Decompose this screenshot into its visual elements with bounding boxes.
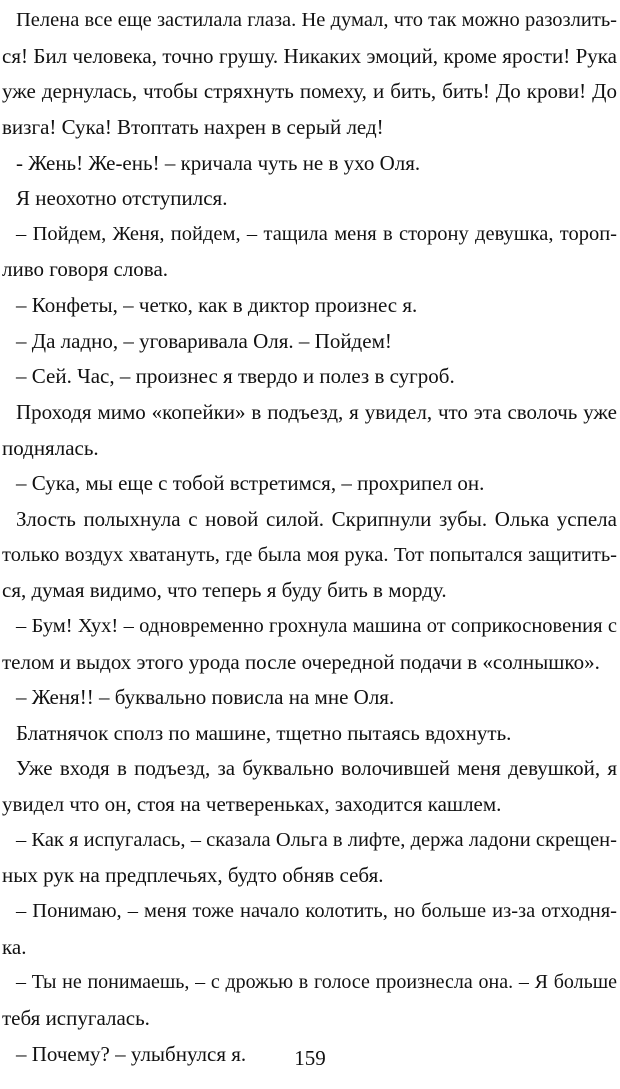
text-line: – Женя!! – буквально повисла на мне Оля.	[16, 685, 395, 710]
text-line: – Как я испугалась, – сказала Ольга в лифте, держа ладони скрещен-	[16, 828, 617, 851]
text-line: визга! Сука! Втоптать нахрен в серый лед!	[2, 114, 384, 139]
text-line: – Пойдем, Женя, пойдем, – тащила меня в сторону девушка, тороп-	[16, 222, 617, 245]
text-line: телом и выдох этого урода после очередной подачи в «солнышко».	[2, 649, 600, 674]
text-line: Проходя мимо «копейки» в подъезд, я увидел, что эта сволочь уже	[16, 400, 617, 425]
text-line: уже дернулась, чтобы стряхнуть помеху, и бить, бить! До крови! До	[2, 79, 617, 104]
text-line: – Конфеты, – четко, как в диктор произнес я.	[16, 293, 418, 318]
text-line: – Да ладно, – уговаривала Оля. – Пойдем!	[16, 328, 392, 353]
text-line: – Сей. Час, – произнес я твердо и полез в сугроб.	[16, 364, 455, 389]
text-line: тебя испугалась.	[2, 1005, 150, 1030]
text-line: Злость полыхнула с новой силой. Скрипнули зубы. Олька успела	[16, 506, 617, 531]
text-line: ся, думая видимо, что теперь я буду бить в морду.	[2, 578, 447, 603]
text-line: увидел что он, стоя на четвереньках, заходится кашлем.	[2, 792, 502, 817]
text-line: – Бум! Хух! – одновременно грохнула машина от соприкосновения с	[16, 614, 617, 637]
text-line: ка.	[2, 934, 27, 959]
text-line: только воздух хватануть, где была моя рука. Тот попытался защитить-	[2, 543, 617, 566]
text-line: – Понимаю, – меня тоже начало колотить, но больше из-за отходня-	[16, 900, 617, 923]
text-line: – Сука, мы еще с тобой встретимся, – прохрипел он.	[16, 471, 485, 496]
text-line: ся! Бил человека, точно грушу. Никаких эмоций, кроме ярости! Рука	[2, 43, 617, 68]
text-line: – Ты не понимаешь, – с дрожью в голосе произнесла она. – Я больше	[16, 971, 617, 994]
text-line: ных рук на предплечьях, будто обняв себя.	[2, 863, 384, 888]
body-text	[2, 8, 617, 1077]
text-line: Я неохотно отступился.	[16, 186, 228, 211]
text-line: ливо говоря слова.	[2, 257, 169, 282]
text-line: Блатнячок сполз по машине, тщетно пытаясь вдохнуть.	[16, 720, 512, 745]
text-line: Уже входя в подъезд, за буквально волочившей меня девушкой, я	[16, 756, 617, 781]
text-line: Пелена все еще застилала глаза. Не думал, что так можно разозлить-	[16, 9, 617, 31]
page-number: 159	[294, 1046, 326, 1070]
text-line: поднялась.	[2, 435, 99, 460]
text-line: - Жень! Же-ень! – кричала чуть не в ухо Оля.	[16, 150, 421, 175]
text-line: – Почему? – улыбнулся я.	[16, 1041, 247, 1066]
